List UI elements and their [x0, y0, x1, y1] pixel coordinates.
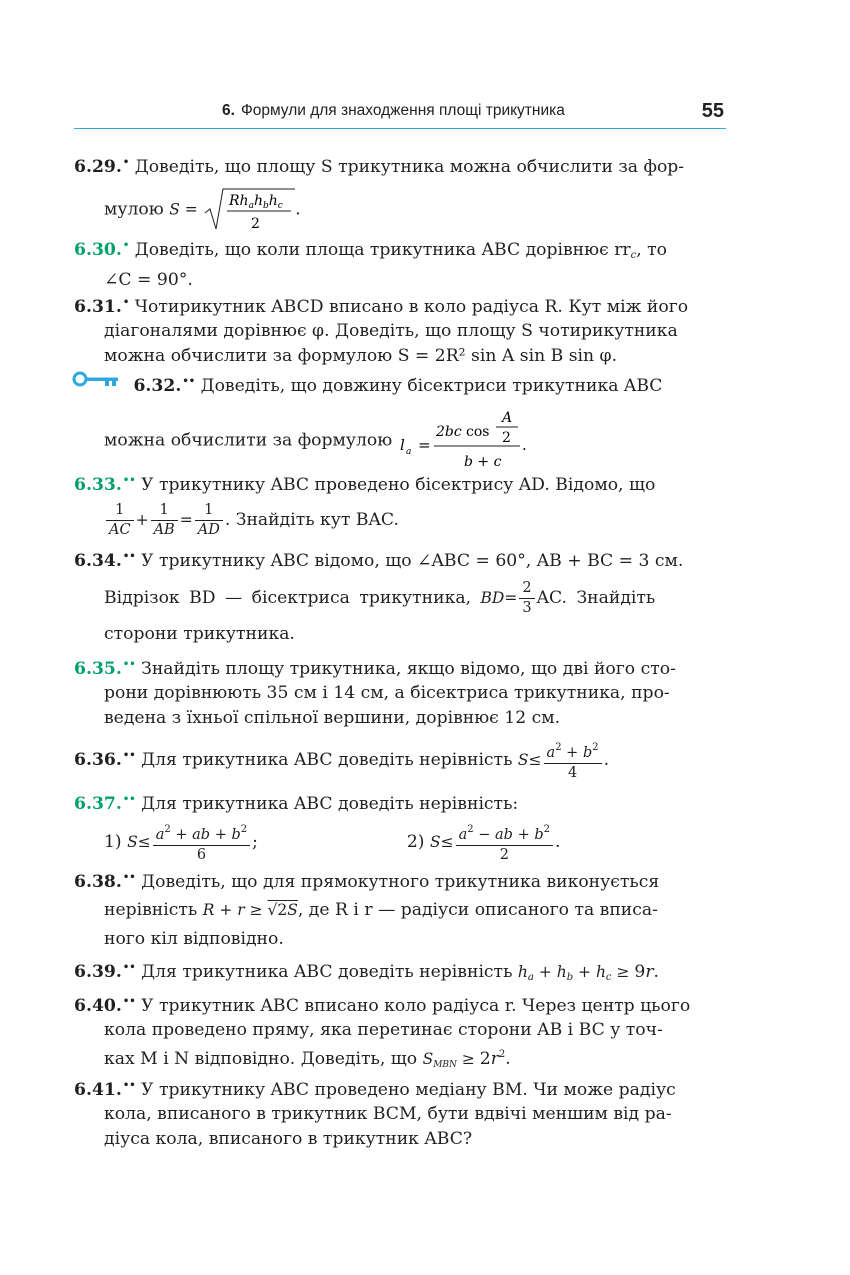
- problem-6-32: 6.32.•• Доведіть, що довжину бісектриси трикутника ABC можна обчислити за формулою l a = 2bc cos A 2 b + c .: [74, 370, 726, 476]
- problem-number: 6.38.••: [74, 872, 136, 892]
- problem-6-31: 6.31.• Чотирикутник ABCD вписано в коло радіуса R. Кут між його діагоналями дорівнює φ. Доведіть, що площу S чотирикутника можна обчислити за формулою S = 2R² sin A sin B sin φ.: [74, 297, 689, 366]
- svg-text:=: =: [417, 436, 431, 455]
- svg-text:.: .: [521, 436, 527, 455]
- problem-number: 6.35.••: [74, 659, 136, 679]
- problem-number: 6.39.••: [74, 962, 136, 982]
- problem-number: 6.29.•: [74, 157, 130, 177]
- problem-6-38: 6.38.•• Доведіть, що для прямокутного трикутника виконується нерівність R + r ≥ √2S, де R і r — радіуси описаного та вписа- ного кіл відповідно.: [74, 866, 726, 951]
- svg-text:2: 2: [501, 430, 511, 447]
- svg-text:Rhahbhc: $Rh_ah_bh_c$: [229, 193, 284, 212]
- section-title: [222, 102, 565, 120]
- formula-line: нерівність R + r ≥ √2S, де R і r — радіуси описаного та вписа-: [104, 900, 658, 921]
- problem-6-30: 6.30.• Доведіть, що коли площа трикутника ABC дорівнює rrc, то ∠C = 90°.: [74, 240, 668, 291]
- problem-6-33: 6.33.•• У трикутнику ABC проведено бісектрису AD. Відомо, що $\frac{1}{AC}$ + $\frac{1}{AB}$ = $\frac{1}{AD}$ . Знайдіть кут BAC.: [74, 469, 726, 540]
- problem-number: 6.34.••: [74, 551, 136, 571]
- problem-number: 6.37.••: [74, 794, 136, 814]
- formula-line: 1) S≤ $\frac{a^2 + ab + b^2}{6}$ ; 2) S≤ $\frac{a^2 - ab + b^2}{2}$ .: [74, 820, 726, 865]
- svg-text:2bc: 2bc: [435, 424, 462, 441]
- problem-6-37: 6.37.•• Для трикутника ABC доведіть нерівність: 1) S≤ $\frac{a^2 + ab + b^2}{6}$ ; 2) S≤ $\frac{a^2 - ab + b^2}{2}$ .: [74, 788, 726, 865]
- svg-text:2: 2: [251, 216, 261, 233]
- problem-6-40: 6.40.•• У трикутник ABC вписано коло радіуса r. Через центр цього кола проведено пряму, яка перетинає сторони AB і BC у точ- ках M і N відповідно. Доведіть, що SMBN ≥ $2r^2$.: [74, 990, 726, 1077]
- problem-6-41: 6.41.•• У трикутнику ABC проведено медіану BM. Чи може радіус кола, вписаного в трикутник BCM, бути вдвічі меншим від ра- діуса кола, вписаного в трикутник ABC?: [74, 1080, 676, 1149]
- formula-line: можна обчислити за формулою l a = 2bc cos A 2 b + c .: [74, 406, 726, 476]
- svg-text:l: l: [399, 436, 405, 455]
- problem-6-36: 6.36.•• Для трикутника ABC доведіть нерівність S≤ $\frac{a^2 + b^2}{4}$ .: [74, 738, 726, 783]
- formula-line: мулою S = $Rh_ah_bh_c$ 2 .: [74, 187, 726, 233]
- formula-line: ках M і N відповідно. Доведіть, що SMBN ≥ $2r^2$.: [104, 1048, 511, 1070]
- svg-text:a: a: [405, 447, 412, 458]
- page-number: 55: [701, 100, 724, 122]
- problem-number: 6.40.••: [74, 996, 136, 1016]
- problem-number: 6.41.••: [74, 1080, 136, 1100]
- problem-text: Доведіть, що площу S трикутника можна обчислити за фор-: [134, 157, 685, 177]
- problem-number: 6.31.•: [74, 297, 130, 317]
- problem-number: 6.33.••: [74, 475, 136, 495]
- chapter-title: Формули для знаходження площі трикутника: [240, 102, 565, 119]
- problem-number: 6.30.•: [74, 240, 130, 260]
- problem-6-29: [74, 151, 726, 233]
- problem-6-35: 6.35.•• Знайдіть площу трикутника, якщо відомо, що дві його сто- рони дорівнюють 35 см і 14 см, а бісектриса трикутника, про- ведена з їхньої спільної вершини, дорівнює 12 см.: [74, 659, 676, 728]
- problem-6-34: 6.34.•• У трикутнику ABC відомо, що ∠ABC = 60°, AB + BC = 3 см. Відрізок BD — бісектриса трикутника, BD= $\frac{2}{3}$ AC. Знайдіть сторони трикутника.: [74, 545, 726, 647]
- problem-number: 6.32.••: [133, 376, 196, 396]
- svg-text:b + c: b + c: [463, 454, 502, 471]
- formula-line: $\frac{1}{AC}$ + $\frac{1}{AB}$ = $\frac{1}{AD}$ . Знайдіть кут BAC.: [74, 501, 726, 540]
- header-rule: [74, 128, 726, 129]
- sqrt-formula: [203, 187, 295, 233]
- page-header: [74, 98, 726, 128]
- problem-number: 6.36.••: [74, 750, 136, 770]
- problem-6-39: 6.39.•• Для трикутника ABC доведіть нерівність ha + hb + hc ≥ 9r.: [74, 962, 659, 983]
- chapter-number: 6.: [222, 102, 235, 119]
- svg-text:cos: cos: [465, 424, 490, 441]
- svg-text:A: A: [501, 410, 512, 427]
- bisector-formula: [398, 406, 548, 476]
- formula-line: Відрізок BD — бісектриса трикутника, BD= $\frac{2}{3}$ AC. Знайдіть: [104, 580, 656, 617]
